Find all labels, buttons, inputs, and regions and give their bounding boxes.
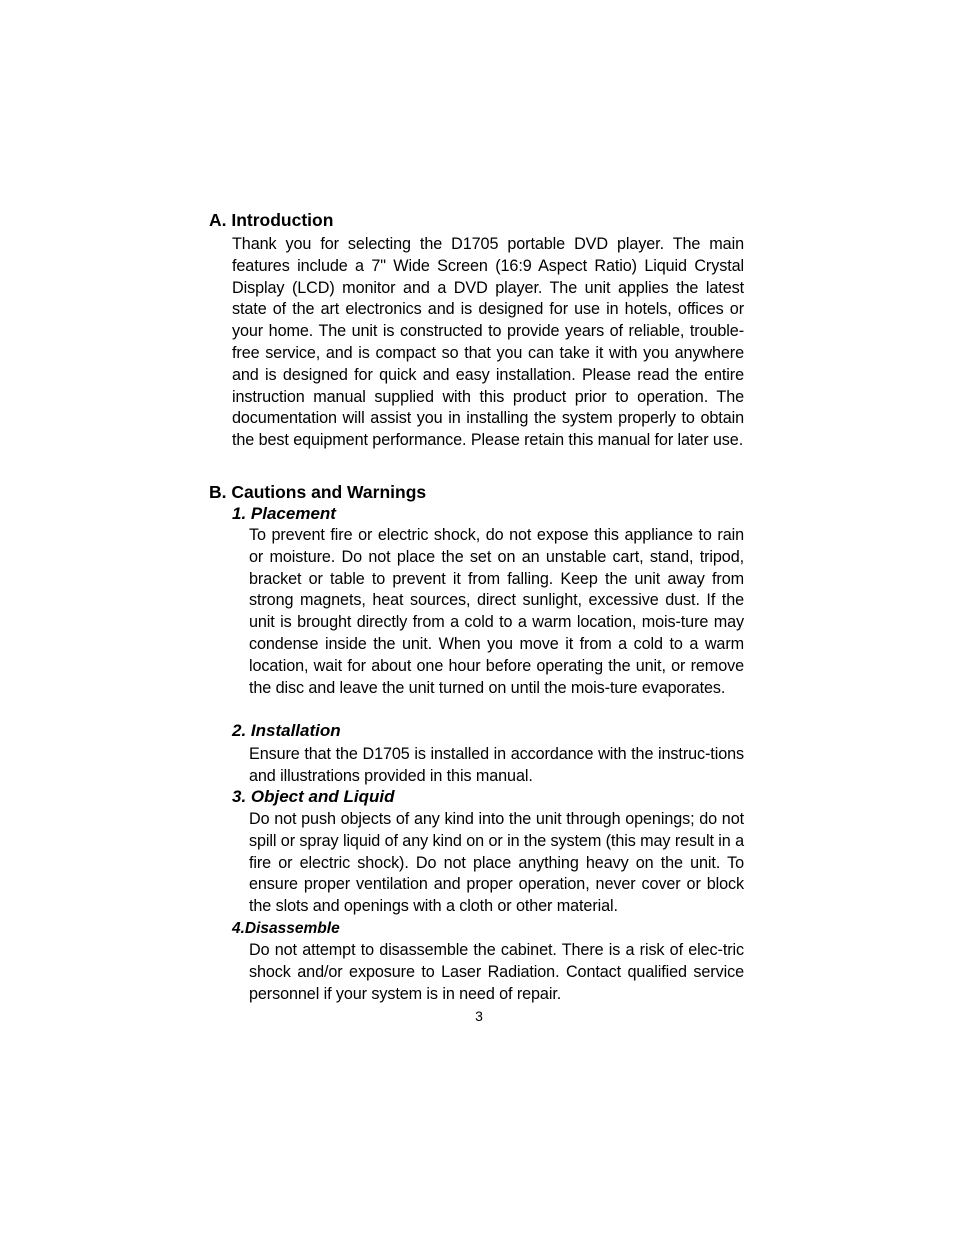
introduction-heading: A. Introduction [209,210,334,230]
object-liquid-text: Do not push objects of any kind into the unit through openings; do not spill or spray liquid of any kind on or in the system (this may result in a fire or electric shock). Do not place anything heavy on the unit. To ensure proper ventilation and proper operation, never cover or block the slots and openings with a cloth or other material. [249,810,744,916]
cautions-heading: B. Cautions and Warnings [209,482,427,502]
installation-text: Ensure that the D1705 is installed in accordance with the instruc-tions and illustrations provided in this manual. [249,745,744,785]
object-liquid-heading: 3. Object and Liquid [232,787,395,806]
page-number: 3 [475,1008,483,1024]
introduction-text: Thank you for selecting the D1705 portable DVD player. The main features include a 7" Wide Screen (16:9 Aspect Ratio) Liquid Crystal Display (LCD) monitor and a DVD player. The unit applies the latest state of the art electronics and is designed for use in hotels, offices or your home. The unit is constructed to provide years of reliable, trouble-free service, and is compact so that you can take it with you anywhere and is designed for quick and easy installation. Please read the entire instruction manual supplied with this product prior to operation. The documentation will assist you in installing the system properly to obtain the best equipment performance. Please retain this manual for later use. [232,235,744,450]
disassemble-heading: 4.Disassemble [232,920,340,937]
placement-heading: 1. Placement [232,504,336,523]
installation-heading: 2. Installation [232,721,341,740]
disassemble-text: Do not attempt to disassemble the cabinet. There is a risk of elec-tric shock and/or exposure to Laser Radiation. Contact qualified service personnel if your system is in need of repair. [249,941,744,1003]
placement-text: To prevent fire or electric shock, do not expose this appliance to rain or moisture. Do not place the set on an unstable cart, stand, tripod, bracket or table to prevent it from falling. Keep the unit away from strong magnets, heat sources, direct sunlight, excessive dust. If the unit is brought directly from a cold to a warm location, mois-ture may condense inside the unit. When you move it from a cold to a warm location, wait for about one hour before operating the unit, or remove the disc and leave the unit turned on until the mois-ture evaporates. [249,526,744,697]
